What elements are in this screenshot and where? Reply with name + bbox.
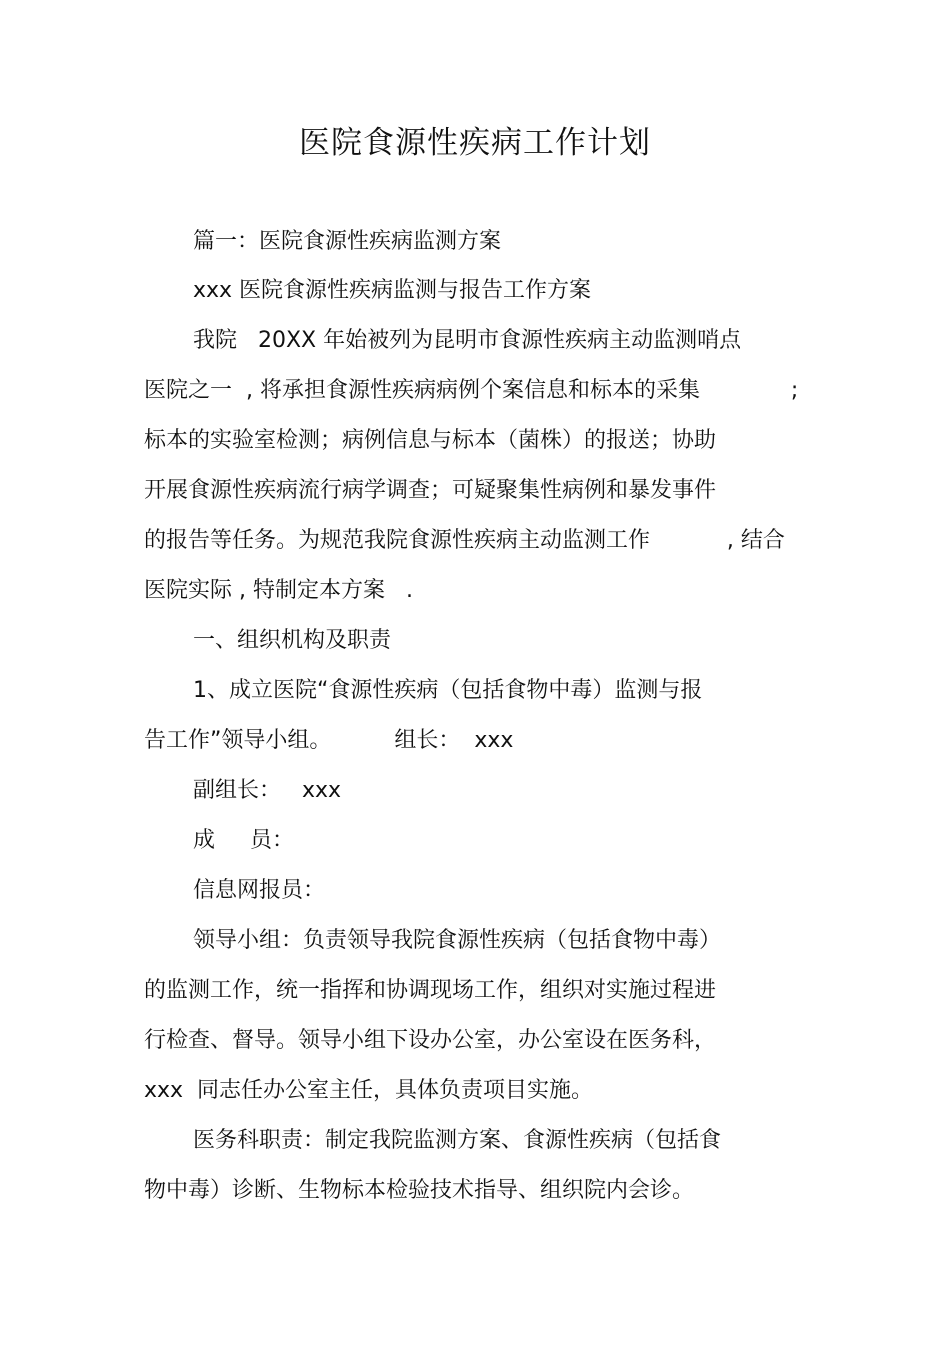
section-heading-part-one: 篇一：医院食源性疾病监测方案 [193,229,502,254]
paragraph-line: 我院 20XX 年始被列为昆明市食源性疾病主动监测哨点 [193,328,742,353]
paragraph-line: 医务科职责：制定我院监测方案、食源性疾病（包括食 [193,1128,722,1153]
plan-subtitle: xxx 医院食源性疾病监测与报告工作方案 [193,278,592,303]
paragraph-line: 物中毒）诊断、生物标本检验技术指导、组织院内会诊。 [144,1178,695,1203]
paragraph-line: 1、成立医院“食源性疾病（包括食物中毒）监测与报 [193,678,703,703]
paragraph-line: 的报告等任务。为规范我院食源性疾病主动监测工作 , 结合 [144,528,785,553]
deputy-leader-line: 副组长： xxx [193,778,342,803]
paragraph-line: 标本的实验室检测；病例信息与标本（菌株）的报送；协助 [144,428,717,453]
paragraph-line: xxx 同志任办公室主任，具体负责项目实施。 [144,1078,594,1103]
paragraph-line: 行检查、督导。领导小组下设办公室，办公室设在医务科， [144,1028,717,1053]
section-heading-organization: 一、组织机构及职责 [193,628,392,653]
reporter-line: 信息网报员： [193,878,326,903]
paragraph-line: 医院实际 , 特制定本方案 . [144,578,413,603]
members-line: 成 员： [193,828,294,853]
paragraph-line: 医院之一 , 将承担食源性疾病病例个案信息和标本的采集 ; [144,378,799,403]
paragraph-line: 开展食源性疾病流行病学调查；可疑聚集性病例和暴发事件 [144,478,717,503]
document-title: 医院食源性疾病工作计划 [299,125,651,161]
paragraph-line: 领导小组：负责领导我院食源性疾病（包括食物中毒） [193,928,722,953]
paragraph-line: 告工作”领导小组。 组长： xxx [144,728,514,753]
paragraph-line: 的监测工作，统一指挥和协调现场工作，组织对实施过程进 [144,978,717,1003]
